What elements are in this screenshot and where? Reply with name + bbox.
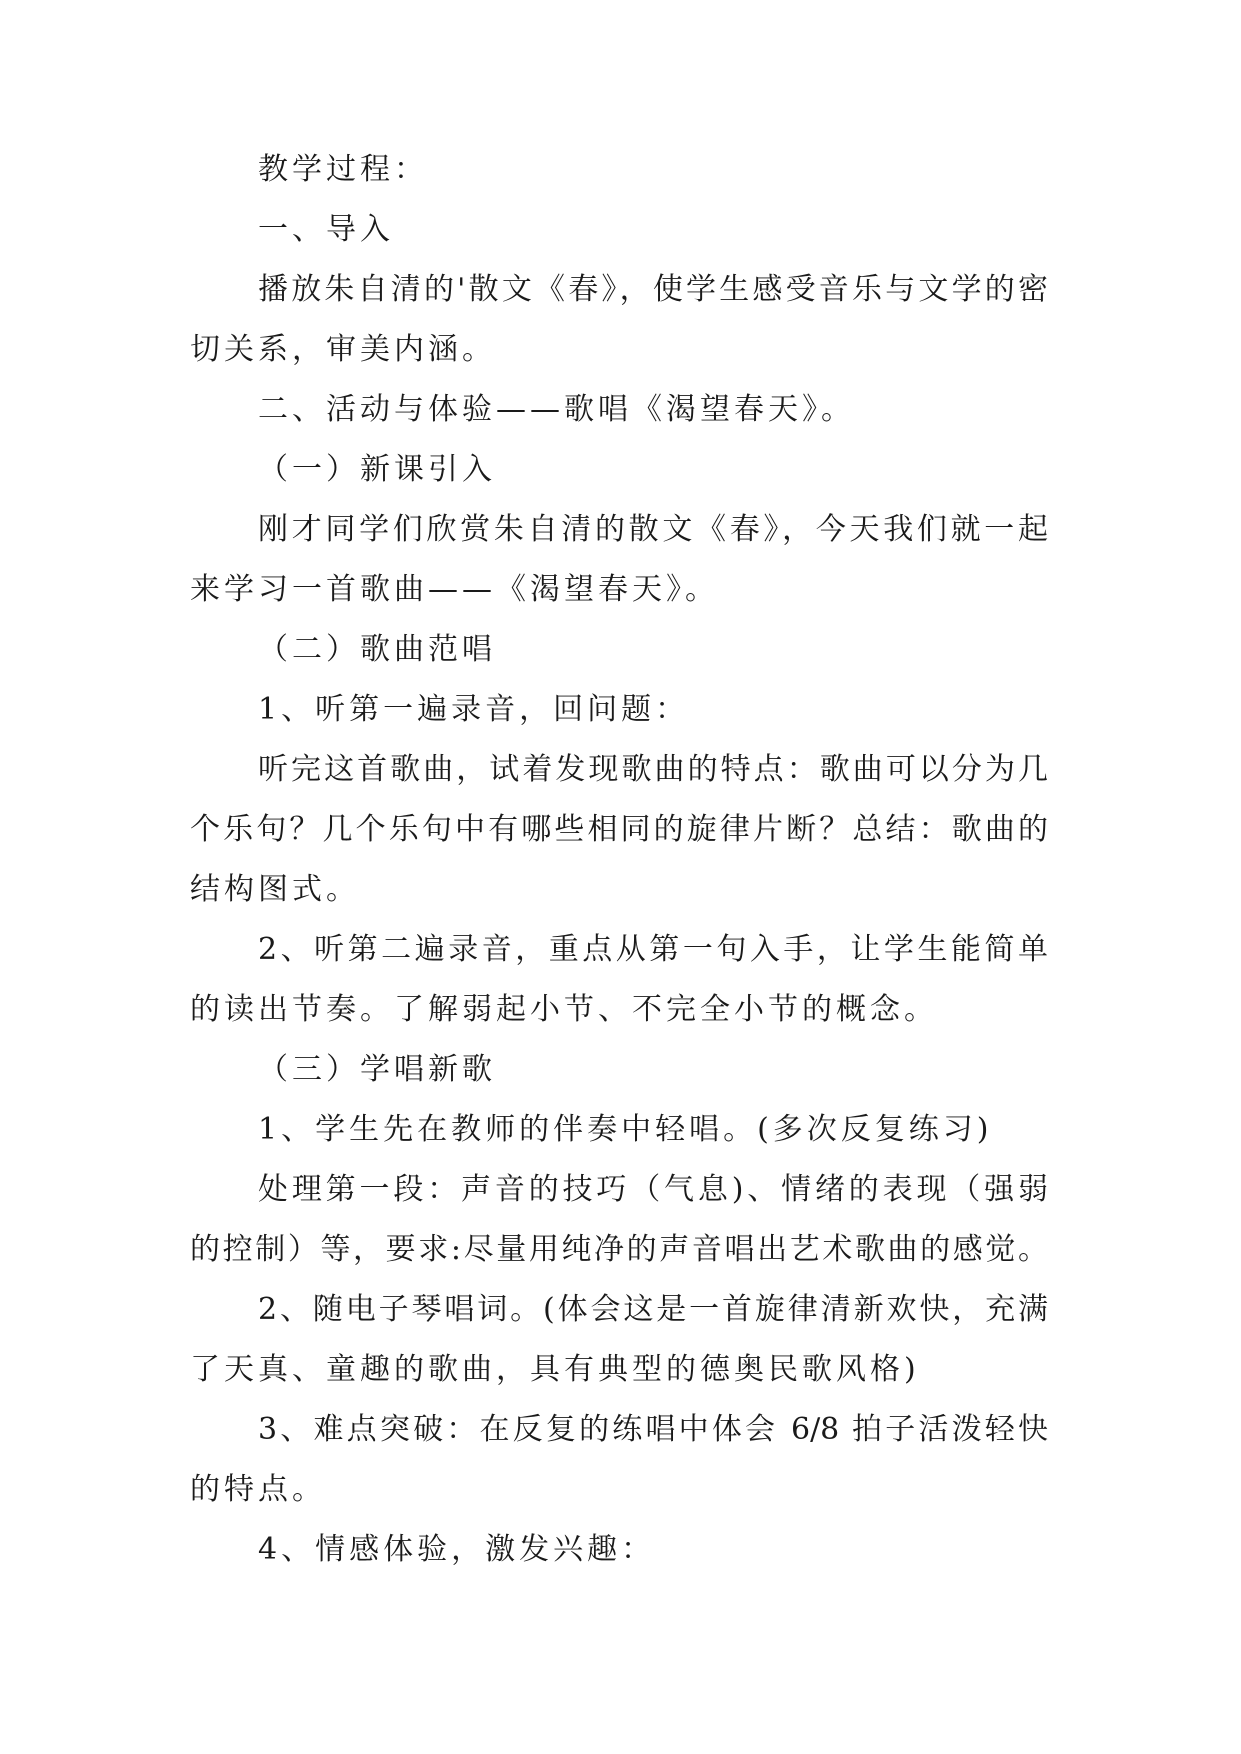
text-line: 刚才同学们欣赏朱自清的散文《春》，今天我们就一起 (258, 512, 1048, 547)
text-line: 2、随电子琴唱词。(体会这是一首旋律清新欢快，充满 (258, 1292, 1048, 1327)
text-line: 个乐句？几个乐句中有哪些相同的旋律片断？总结：歌曲的 (190, 812, 1048, 847)
text-line: 的特点。 (190, 1472, 326, 1507)
text-line: 播放朱自清的'散文《春》，使学生感受音乐与文学的密 (258, 272, 1048, 307)
text-line: 3、难点突破：在反复的练唱中体会 6/8 拍子活泼轻快 (258, 1412, 1048, 1447)
text-line: 的读出节奏。了解弱起小节、不完全小节的概念。 (190, 992, 938, 1027)
section-heading: 一、导入 (258, 212, 394, 247)
text-line: 结构图式。 (190, 872, 360, 907)
text-line: 来学习一首歌曲——《渴望春天》。 (190, 572, 719, 607)
text-line: 2、听第二遍录音，重点从第一句入手，让学生能简单 (258, 932, 1048, 967)
text-line: 听完这首歌曲，试着发现歌曲的特点：歌曲可以分为几 (258, 752, 1048, 787)
text-line: 切关系，审美内涵。 (190, 332, 496, 367)
text-line: 教学过程： (258, 152, 428, 187)
subsection-heading: （一）新课引入 (258, 452, 496, 487)
text-line: 了天真、童趣的歌曲，具有典型的德奥民歌风格) (190, 1352, 920, 1387)
text-line: 1、听第一遍录音，回问题： (258, 692, 690, 727)
subsection-heading: （三）学唱新歌 (258, 1052, 496, 1087)
text-line: 的控制）等，要求:尽量用纯净的声音唱出艺术歌曲的感觉。 (190, 1232, 1048, 1267)
text-line: 处理第一段：声音的技巧（气息)、情绪的表现（强弱 (258, 1172, 1048, 1207)
section-heading: 二、活动与体验——歌唱《渴望春天》。 (258, 392, 855, 427)
text-line: 4、情感体验，激发兴趣： (258, 1532, 656, 1567)
subsection-heading: （二）歌曲范唱 (258, 632, 496, 667)
text-line: 1、学生先在教师的伴奏中轻唱。(多次反复练习) (258, 1112, 993, 1147)
